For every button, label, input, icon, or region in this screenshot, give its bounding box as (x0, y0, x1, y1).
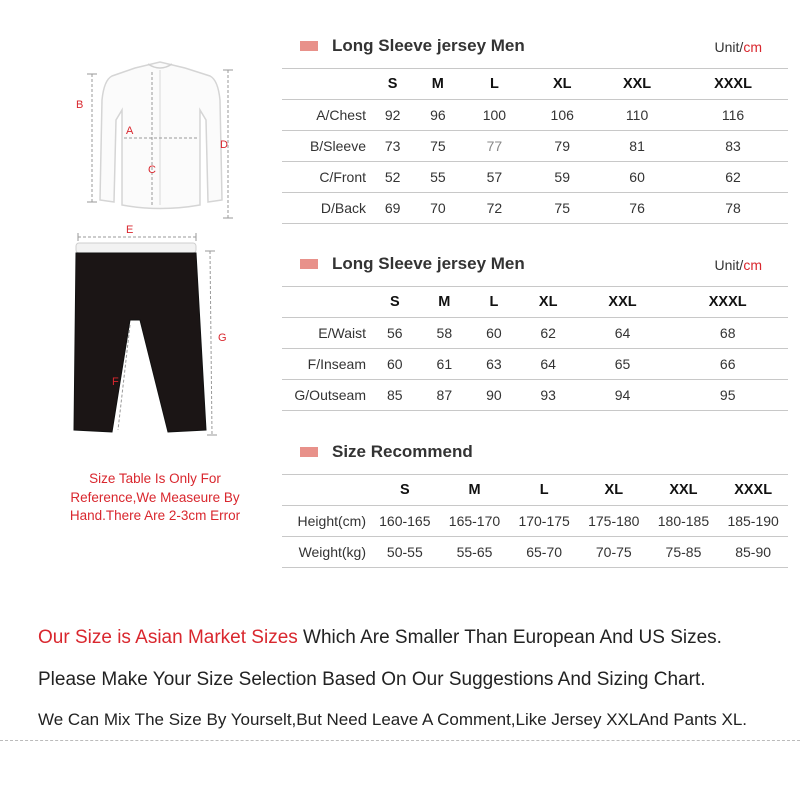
table2 (282, 286, 788, 411)
row-label: B/Sleeve (282, 131, 370, 162)
title-bullet-icon (300, 41, 318, 51)
cell: 81 (596, 131, 678, 162)
table1 (282, 68, 788, 224)
size-header: XL (528, 69, 596, 100)
cell: 70 (415, 193, 460, 224)
size-selection-notice: Please Make Your Size Selection Based On Our Suggestions And Sizing Chart. (38, 669, 706, 690)
title-bullet-icon (300, 447, 318, 457)
mix-size-notice: We Can Mix The Size By Yourselt,But Need Leave A Comment,Like Jersey XXLAnd Pants XL. (38, 710, 748, 729)
cell: 64 (578, 318, 668, 349)
row-label: C/Front (282, 162, 370, 193)
cell: 55-65 (440, 537, 510, 568)
note-line-3: Hand.There Are 2-3cm Error (69, 508, 241, 523)
label-a: A (126, 125, 134, 137)
cell: 75-85 (649, 537, 719, 568)
reference-note (40, 470, 270, 526)
cell: 56 (370, 318, 420, 349)
label-g: G (218, 332, 227, 344)
cell: 61 (420, 349, 470, 380)
size-header: S (370, 287, 420, 318)
row-label: E/Waist (282, 318, 370, 349)
cell: 75 (415, 131, 460, 162)
asian-sizes-notice: Our Size is Asian Market Sizes Which Are Smaller Than European And US Sizes. (38, 627, 722, 648)
row-label: F/Inseam (282, 349, 370, 380)
size-header: XXL (649, 475, 719, 506)
table-row (282, 193, 788, 224)
cell: 73 (370, 131, 415, 162)
note-line-1: Size Table Is Only For (89, 471, 221, 486)
cell: 66 (667, 349, 788, 380)
cell: 95 (667, 380, 788, 411)
size-header: XXXL (667, 287, 788, 318)
table-row (282, 162, 788, 193)
label-f: F (112, 376, 119, 388)
cell: 55 (415, 162, 460, 193)
cell: 87 (420, 380, 470, 411)
table-row (282, 318, 788, 349)
table1-unit: Unit/cm (714, 39, 762, 55)
table3-title: Size Recommend (300, 442, 473, 462)
cell: 160-165 (370, 506, 440, 537)
size-header: L (509, 475, 579, 506)
table2-unit: Unit/cm (714, 257, 762, 273)
size-header: XXL (578, 287, 668, 318)
label-d: D (220, 139, 228, 151)
cell: 57 (460, 162, 528, 193)
cell: 185-190 (718, 506, 788, 537)
cell: 96 (415, 100, 460, 131)
size-header: XXL (596, 69, 678, 100)
cell: 83 (678, 131, 788, 162)
table3 (282, 474, 788, 568)
cell: 78 (678, 193, 788, 224)
table-row (282, 506, 788, 537)
size-header: S (370, 69, 415, 100)
label-e: E (126, 225, 134, 236)
cell: 72 (460, 193, 528, 224)
cell: 63 (469, 349, 519, 380)
cell: 75 (528, 193, 596, 224)
row-label: Weight(kg) (282, 537, 370, 568)
cell: 100 (460, 100, 528, 131)
cell: 65-70 (509, 537, 579, 568)
jersey-diagram (40, 40, 260, 225)
cell: 62 (519, 318, 578, 349)
table-header-row (282, 475, 788, 506)
cell: 92 (370, 100, 415, 131)
cell: 65 (578, 349, 668, 380)
cell: 60 (469, 318, 519, 349)
size-header: L (469, 287, 519, 318)
table-row (282, 349, 788, 380)
cell: 77 (460, 131, 528, 162)
size-header: L (460, 69, 528, 100)
cell: 110 (596, 100, 678, 131)
label-c: C (148, 164, 156, 176)
cell: 59 (528, 162, 596, 193)
table-header-row (282, 69, 788, 100)
cell: 116 (678, 100, 788, 131)
cell: 93 (519, 380, 578, 411)
divider (0, 740, 800, 741)
size-header: XL (519, 287, 578, 318)
table-row (282, 100, 788, 131)
cell: 68 (667, 318, 788, 349)
size-header: XXXL (678, 69, 788, 100)
cell: 106 (528, 100, 596, 131)
note-line-2: Reference,We Measeure By (70, 489, 240, 505)
row-label: D/Back (282, 193, 370, 224)
size-header: S (370, 475, 440, 506)
cell: 165-170 (440, 506, 510, 537)
cell: 64 (519, 349, 578, 380)
table1-title: Long Sleeve jersey Men (300, 36, 525, 56)
cell: 76 (596, 193, 678, 224)
pants-diagram (60, 225, 250, 480)
table-row (282, 537, 788, 568)
label-b: B (76, 99, 84, 111)
table2-title: Long Sleeve jersey Men (300, 254, 525, 274)
row-label: A/Chest (282, 100, 370, 131)
cell: 79 (528, 131, 596, 162)
cell: 85 (370, 380, 420, 411)
cell: 170-175 (509, 506, 579, 537)
cell: 70-75 (579, 537, 649, 568)
cell: 180-185 (649, 506, 719, 537)
cell: 60 (596, 162, 678, 193)
table-row (282, 380, 788, 411)
cell: 94 (578, 380, 668, 411)
cell: 69 (370, 193, 415, 224)
table-header-row (282, 287, 788, 318)
size-header: M (415, 69, 460, 100)
size-header: XL (579, 475, 649, 506)
cell: 52 (370, 162, 415, 193)
table-row (282, 131, 788, 162)
cell: 175-180 (579, 506, 649, 537)
title-bullet-icon (300, 259, 318, 269)
cell: 58 (420, 318, 470, 349)
row-label: Height(cm) (282, 506, 370, 537)
cell: 60 (370, 349, 420, 380)
size-header: M (420, 287, 470, 318)
cell: 50-55 (370, 537, 440, 568)
cell: 90 (469, 380, 519, 411)
cell: 62 (678, 162, 788, 193)
size-header: M (440, 475, 510, 506)
size-header: XXXL (718, 475, 788, 506)
garment-diagrams (40, 40, 260, 540)
row-label: G/Outseam (282, 380, 370, 411)
cell: 85-90 (718, 537, 788, 568)
